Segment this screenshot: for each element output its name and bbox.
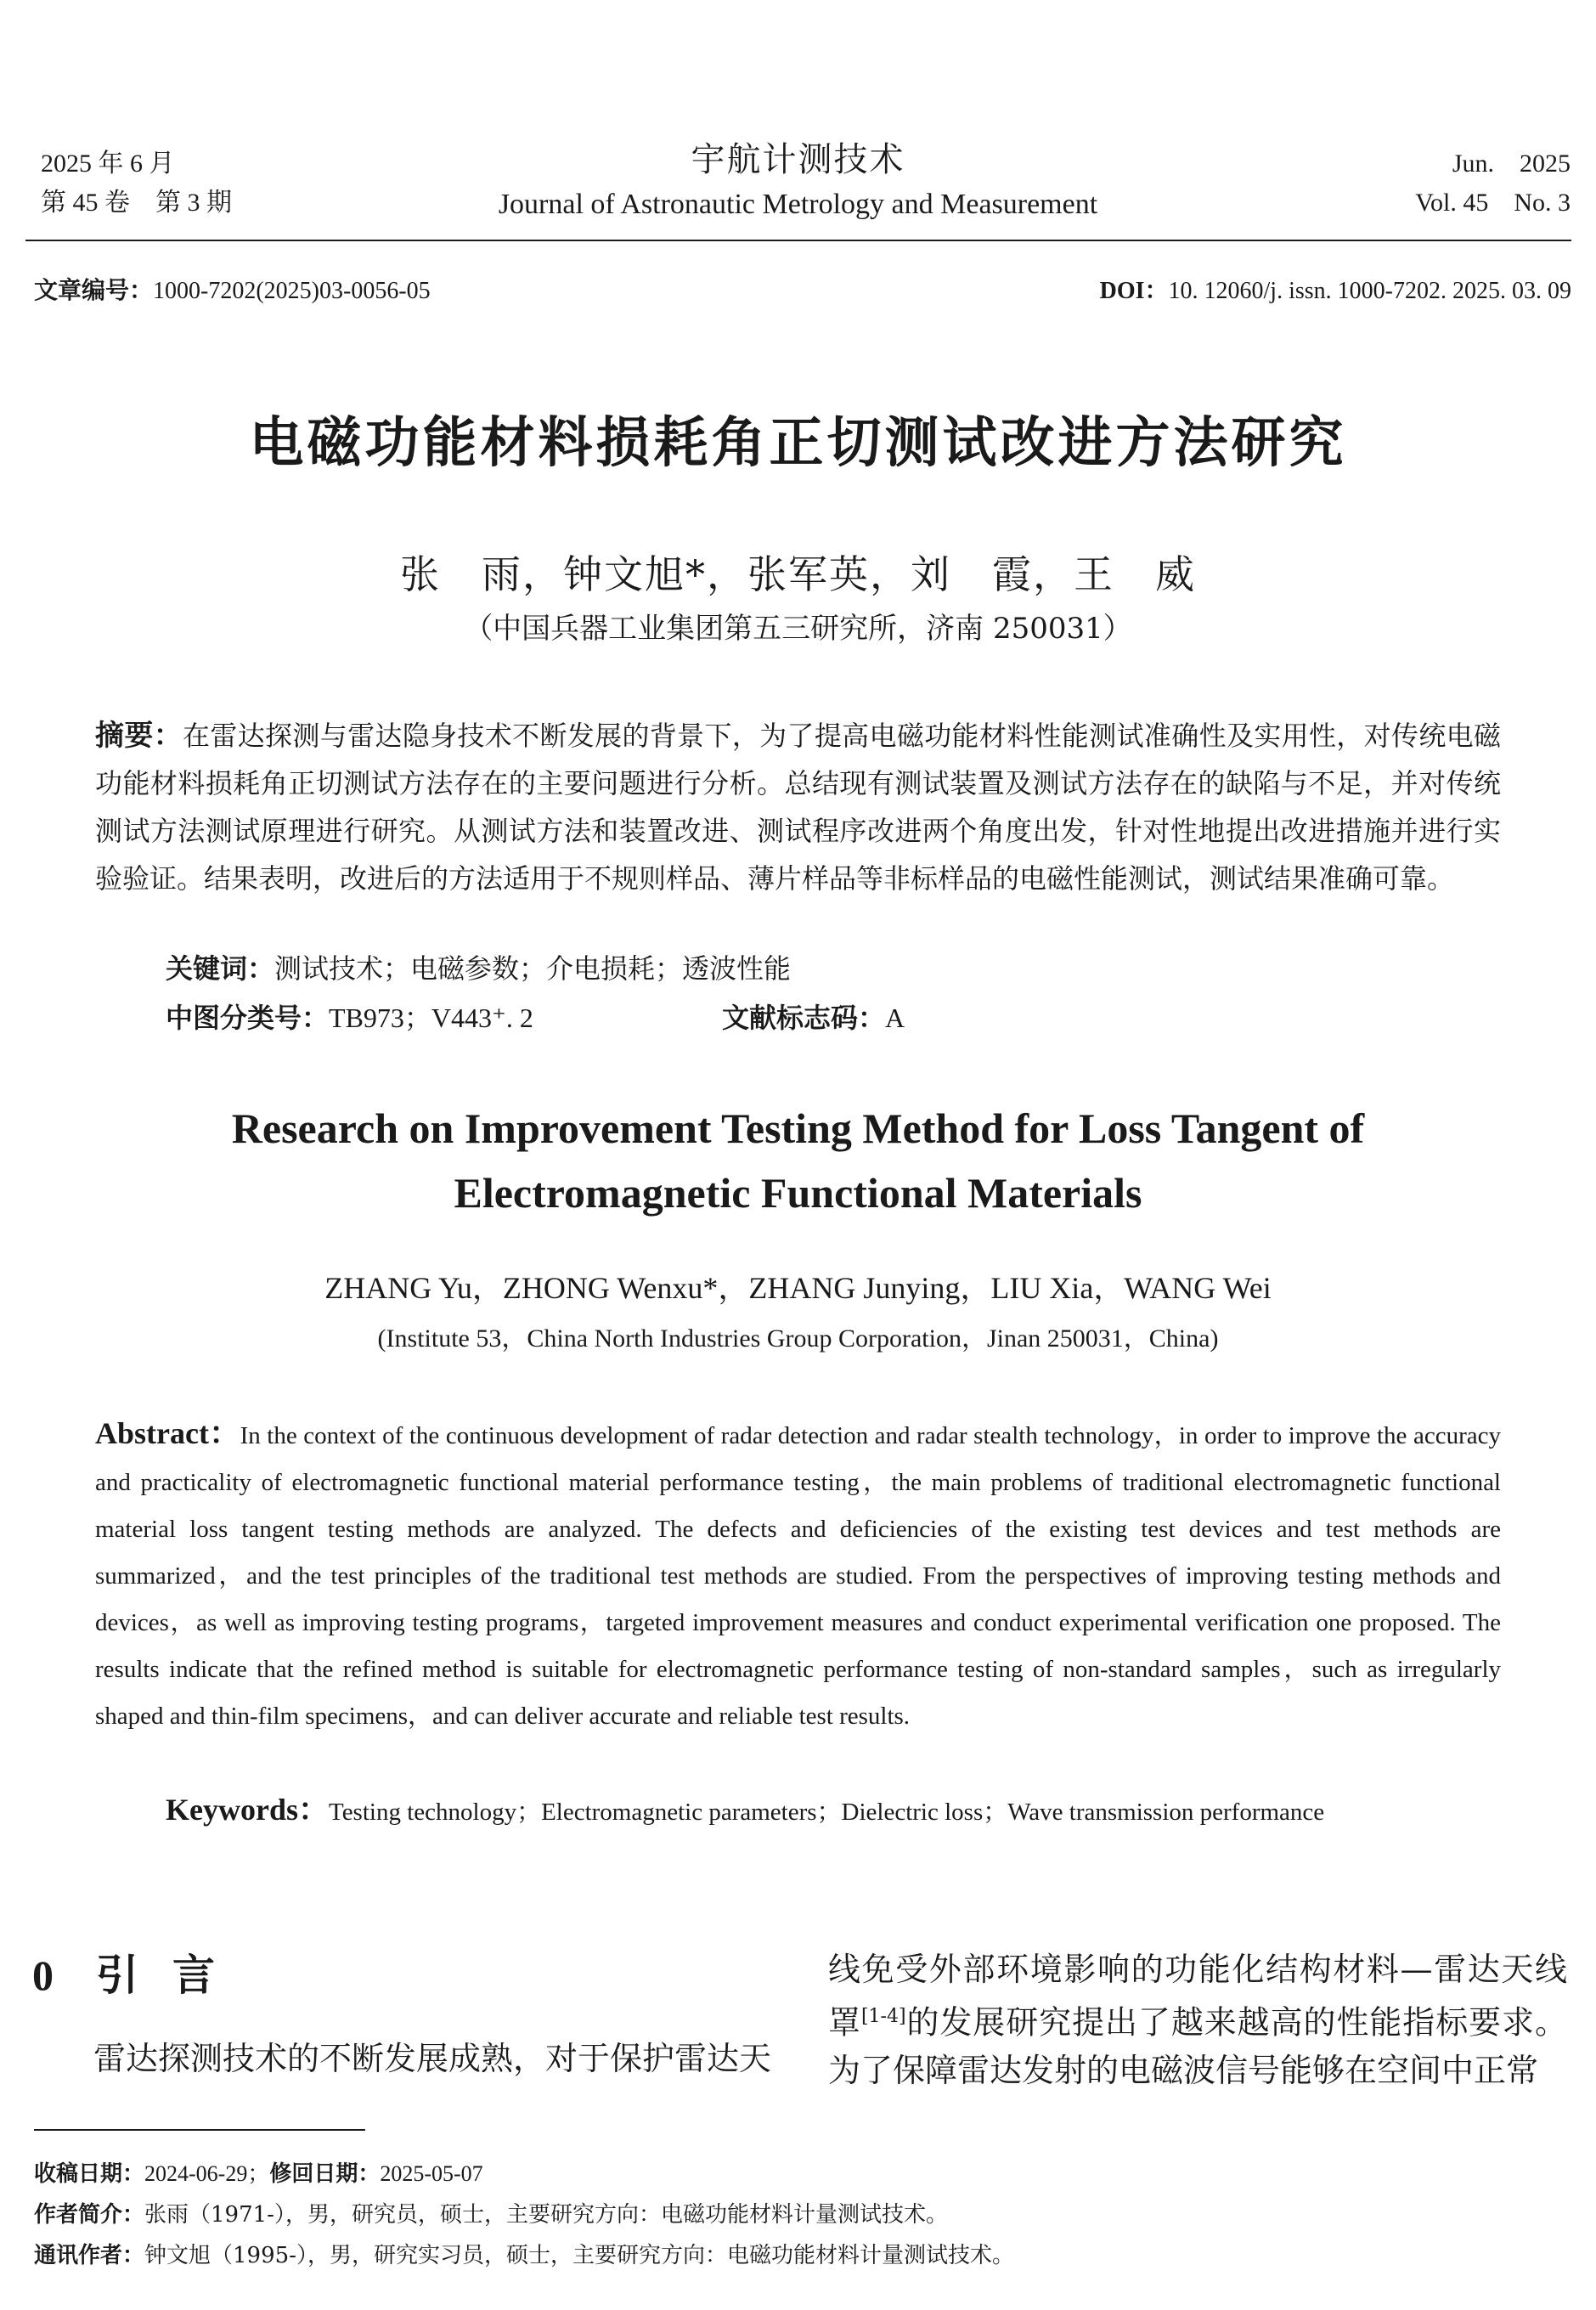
abstract-en-text: In the context of the continuous development of radar detection and radar stealth technology，in order to improve the accuracy and practicality of electromagnetic functional material performance testing，the main problems of traditional electromagnetic functional material loss tangent testing methods are analyzed. The defects and deficiencies of the existing test devices and test methods are summarized，and the test principles of the traditional test methods are studied. From the perspectives of improving testing methods and devices，as well as improving testing programs，targeted improvement measures and conduct experimental verification one proposed. The results indicate that the refined method is suitable for electromagnetic performance testing of non-standard samples，such as irregularly shaped and thin-film specimens，and can deliver accurate and reliable test results. xyxy=(95,1422,1501,1730)
corresponding-label: 通讯作者： xyxy=(34,2243,145,2268)
body-left-column: 雷达探测技术的不断发展成熟，对于保护雷达天 xyxy=(93,2040,772,2077)
issue-date-en: Jun. 2025 xyxy=(1452,150,1571,178)
doc-code-row xyxy=(722,994,905,1042)
paper-title-en xyxy=(0,1096,1596,1225)
keywords-cn-label: 关键词： xyxy=(166,952,275,985)
affiliation-cn: （中国兵器工业集团第五三研究所，济南 250031） xyxy=(464,612,1132,646)
abstract-cn-label: 摘要： xyxy=(95,719,183,753)
abstract-cn-text: 在雷达探测与雷达隐身技术不断发展的背景下，为了提高电磁功能材料性能测试准确性及实用性，对传统电磁功能材料损耗角正切测试方法存在的主要问题进行分析。总结现有测试装置及测试方法存在的缺陷与不足，并对传统测试方法测试原理进行研究。从测试方法和装置改进、测试程序改进两个角度出发，针对性地提出改进措施并进行实验验证。结果表明，改进后的方法适用于不规则样品、薄片样品等非标样品的电磁性能测试，测试结果准确可靠。 xyxy=(95,720,1501,895)
clc-value: TB973；V443⁺. 2 xyxy=(329,1003,533,1033)
revised-label: 修回日期： xyxy=(269,2161,381,2187)
revised-date: 2025-05-07 xyxy=(380,2161,483,2186)
doi-label: DOI： xyxy=(1099,278,1169,304)
journal-name-en: Journal of Astronautic Metrology and Measurement xyxy=(498,189,1098,220)
section-title: 引言 xyxy=(96,1950,249,2000)
citation-ref: [1-4] xyxy=(860,2006,906,2027)
footnote-corresponding xyxy=(34,2235,1563,2276)
journal-name-cn: 宇航计测技术 xyxy=(691,140,905,179)
volume-en: Vol. 45 No. 3 xyxy=(1415,189,1571,217)
classification-row xyxy=(166,994,533,1042)
corresponding-author: 钟文旭（1995-），男，研究实习员，硕士，主要研究方向：电磁功能材料计量测试技术。 xyxy=(144,2243,1014,2268)
abstract-en-label: Abstract： xyxy=(95,1416,240,1450)
section-heading xyxy=(32,1941,249,2002)
keywords-cn-text: 测试技术；电磁参数；介电损耗；透波性能 xyxy=(274,952,792,985)
body-right-text-2: 的发展研究提出了越来越高的性能指标要求。为了保障雷达发射的电磁波信号能够在空间中正常 xyxy=(828,2003,1567,2089)
header-right xyxy=(1415,144,1571,223)
received-date: 2024-06-29； xyxy=(144,2161,270,2186)
section-number: 0 xyxy=(32,1951,54,1999)
keywords-en-text: Testing technology；Electromagnetic parameters；Dielectric loss；Wave transmission performance xyxy=(329,1799,1325,1826)
paper-title-en-line1: Research on Improvement Testing Method for Loss Tangent of xyxy=(231,1104,1365,1152)
journal-name xyxy=(0,136,1596,226)
article-no: 1000-7202(2025)03-0056-05 xyxy=(153,278,431,304)
issue-date-cn: 2025 年 6 月 xyxy=(41,150,175,178)
author-intro: 张雨（1971-），男，研究员，硕士，主要研究方向：电磁功能材料计量测试技术。 xyxy=(144,2202,948,2228)
doc-code-label: 文献标志码： xyxy=(722,1002,886,1034)
received-label: 收稿日期： xyxy=(34,2161,145,2187)
footnotes xyxy=(34,2154,1563,2276)
article-no-label: 文章编号： xyxy=(34,276,154,304)
abstract-cn xyxy=(95,712,1501,902)
keywords-en-label: Keywords： xyxy=(166,1793,329,1827)
abstract-en xyxy=(95,1410,1501,1740)
footnote-dates xyxy=(34,2154,1563,2194)
header-rule xyxy=(25,240,1571,241)
body-right-column xyxy=(828,1946,1567,2094)
body-right-text-1: 线免受外部环境影响的功能化结构材料—雷达天线罩 xyxy=(828,1951,1567,2042)
authors-cn: 张 雨，钟文旭*，张军英，刘 霞，王 威 xyxy=(400,551,1196,597)
doc-code-value: A xyxy=(885,1003,905,1033)
paper-title-cn: 电磁功能材料损耗角正切测试改进方法研究 xyxy=(249,412,1347,475)
authors-en: ZHANG Yu，ZHONG Wenxu*，ZHANG Junying，LIU Xia，WANG Wei xyxy=(324,1271,1272,1305)
keywords-cn xyxy=(166,945,791,992)
paper-title-en-line2: Electromagnetic Functional Materials xyxy=(454,1169,1142,1217)
volume-cn: 第 45 卷 第 3 期 xyxy=(41,189,232,217)
affiliation-en: (Institute 53，China North Industries Group Corporation，Jinan 250031，China) xyxy=(377,1324,1219,1353)
clc-label: 中图分类号： xyxy=(166,1002,330,1034)
author-intro-label: 作者简介： xyxy=(34,2202,145,2228)
doi: 10. 12060/j. issn. 1000-7202. 2025. 03. 09 xyxy=(1168,278,1571,304)
footnote-rule xyxy=(34,2129,365,2131)
article-meta xyxy=(34,274,1571,308)
footnote-author xyxy=(34,2194,1563,2235)
keywords-en xyxy=(166,1788,1525,1833)
